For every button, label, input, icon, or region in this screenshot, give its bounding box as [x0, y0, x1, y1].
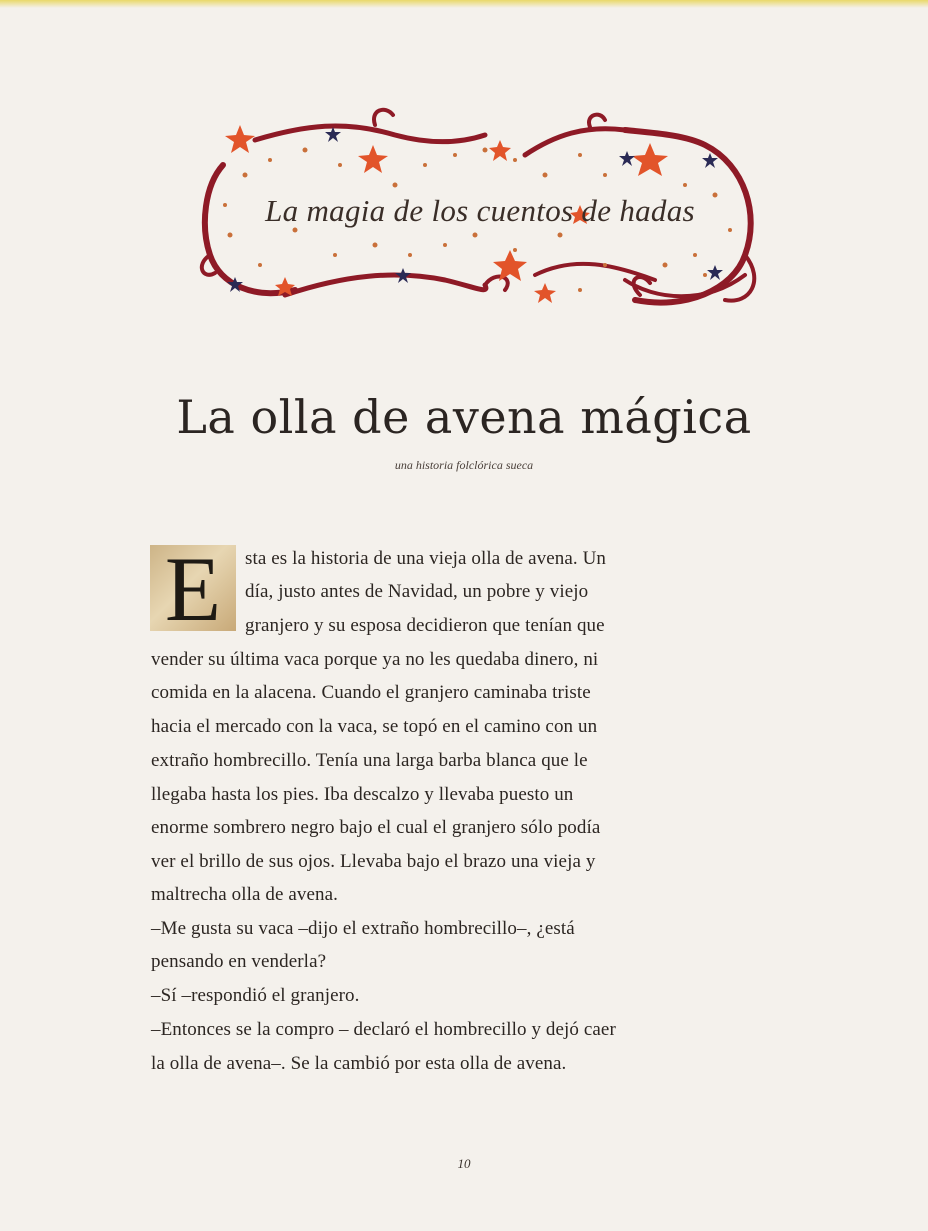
story-line: enorme sombrero negro bajo el cual el granjero sólo podía	[151, 817, 601, 838]
story-line: ver el brillo de sus ojos. Llevaba bajo el brazo una vieja y	[151, 851, 596, 872]
story-title: La olla de avena mágica	[176, 390, 752, 444]
story-line: –Sí –respondió el granjero.	[151, 985, 360, 1006]
drop-cap: E	[164, 538, 222, 640]
story-line: sta es la historia de una vieja olla de avena. Un	[245, 548, 607, 569]
drop-cap-box	[150, 538, 236, 640]
story-line: –Entonces se la compro – declaró el hombrecillo y dejó caer	[151, 1019, 616, 1040]
story-line: comida en la alacena. Cuando el granjero caminaba triste	[151, 682, 591, 703]
story-subtitle: una historia folclórica sueca	[394, 458, 534, 472]
story-line: día, justo antes de Navidad, un pobre y viejo	[245, 581, 589, 602]
story-line: extraño hombrecillo. Tenía una larga barba blanca que le	[151, 750, 588, 771]
story-line: pensando en venderla?	[151, 951, 327, 972]
page-number: 10	[457, 1156, 471, 1171]
story-line: granjero y su esposa decidieron que tenían que	[245, 615, 605, 636]
story-line: maltrecha olla de avena.	[151, 884, 339, 905]
story-line: hacia el mercado con la vaca, se topó en el camino con un	[151, 716, 598, 737]
banner-title: La magia de los cuentos de hadas	[265, 193, 695, 228]
story-line: la olla de avena–. Se la cambió por esta olla de avena.	[151, 1053, 567, 1074]
story-line: llegaba hasta los pies. Iba descalzo y llevaba puesto un	[151, 784, 574, 805]
story-line: vender su última vaca porque ya no les quedaba dinero, ni	[151, 649, 599, 670]
story-line: –Me gusta su vaca –dijo el extraño hombrecillo–, ¿está	[151, 918, 575, 939]
decorative-banner	[185, 105, 775, 320]
